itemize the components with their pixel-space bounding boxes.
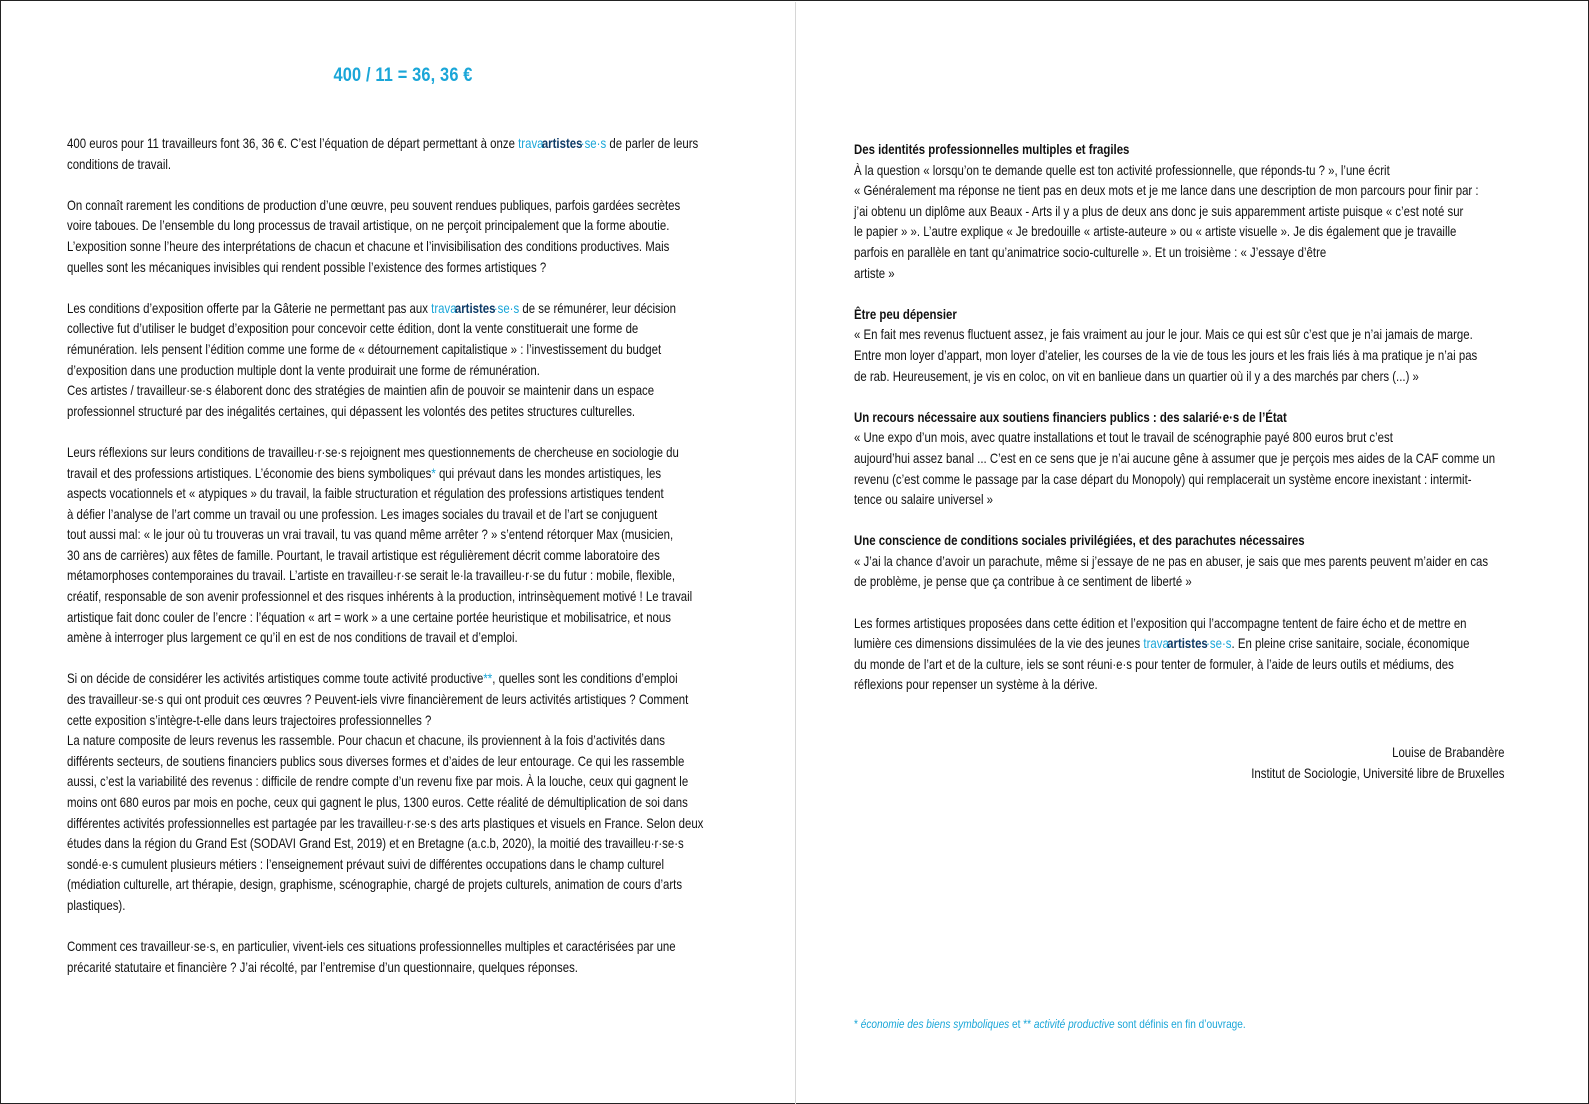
footnote: * économie des biens symboliques et ** activité productive sont définis en fin d’ouvrage. [854,1017,1246,1031]
right-column [854,140,1533,696]
section-heading: Des identités professionnelles multiples et fragiles [854,142,1130,157]
paragraph-production: On connaît rarement les conditions de production d’une œuvre, peu souvent rendues publiques, parfois gardées secrètes voire taboues. De l’ensemble du long processus de travail artistique, on ne perçoit principalement que la forme aboutie. L’exposition sonne l’heure des interprétations de chacun et chacune et l’invisibilisation des conditions productives. Mais quelles sont les mécaniques invisibles qui rendent possible l’existence des formes artistiques ? [67,197,681,275]
author-affiliation: Institut de Sociologie, Université libre de Bruxelles [1250,765,1504,781]
paragraph-comment: Comment ces travailleur·se·s, en particulier, vivent-iels ces situations professionnelles multiples et caractérisées par une précarité statutaire et financière ? J’ai récolté, par l’entremise d’un questionnaire, quelques réponses. [67,939,676,975]
left-page [1,1,795,1104]
author-name: Louise de Brabandère [1391,745,1504,760]
author-signature [1251,743,1504,784]
left-column [67,134,729,978]
footnote-mark: ** [483,671,493,687]
section-soutiens: Un recours nécessaire aux soutiens financiers publics : des salarié·e·s de l’État « Une expo d’un mois, avec quatre installations et tout le travail de scénographie payé 800 euros brut c’est aujourd’hui assez banal ... C’est en ce sens que je n’ai aucune gêne à assumer que je perçois mes aides de la CAF comme un revenu (c’est comme le passage par la case départ du Monopoly) qui remplacerait un système encore inexistant : intermit- tence ou salaire universel » [854,408,1533,511]
section-heading: Un recours nécessaire aux soutiens financiers publics : des salarié·e·s de l’État [854,409,1287,425]
term-travartistes: travaartistes·se·s [431,300,520,316]
section-identites: Des identités professionnelles multiples et fragiles À la question « lorsqu’on te demande quelle est ton activité professionnelle, que réponds-tu ? », l’une écrit « Généralement ma réponse ne tient pas en deux mots et je me lance dans une description de mon parcours pour finir par : j’ai obtenu un diplôme aux Beaux - Arts il y a plus de deux ans donc je suis apparemment artiste puisque « c’est noté sur le papier » ». L’autre explique « Je bredouille « artiste-auteure » ou « artiste visuelle ». Je dis également que je travaille parfois en parallèle en tant qu’animatrice socio-culturelle ». Et un troisième : « J’essaye d’être artiste » [854,140,1533,284]
paragraph-intro: 400 euros pour 11 travailleurs font 36, 36 €. C’est l’équation de départ permettant à onze travaartistes·se·s de parler de leurs conditions de travail. [67,136,699,172]
term-travartistes: travaartistes·se·s [1143,636,1232,652]
term-travartistes: travaartistes·se·s [518,136,607,151]
section-parachutes: Une conscience de conditions sociales privilégiées, et des parachutes nécessaires « J’ai la chance d’avoir un parachute, même si j’essaye de ne pas en abuser, je sais que mes parents peuvent m’aider en cas de problème, je pense que ça contribue à ce sentiment de liberté » [854,531,1533,593]
section-heading: Être peu dépensier [854,306,957,322]
page-gutter [795,2,796,1104]
footnote-mark: * [431,465,436,481]
paragraph-activites: Si on décide de considérer les activités artistiques comme toute activité productive**, quelles sont les conditions d’emploi des travailleur·se·s qui ont produit ces œuvres ? Peuvent-iels vivre financièrement de leurs activités artistiques ? Comment cette exposition s’intègre-t-elle dans leurs trajectoires professionnelles ? La nature composite de leurs revenus les rassemble. Pour chacun et chacune, ils proviennent à la fois d’activités dans différents secteurs, de soutiens financiers publics sous diverses formes et d’aides de leur entourage. Ce qui les rassemble aussi, c’est la variabilité des revenus : difficile de rendre compte d’un revenu fixe par mois. À la louche, ceux qui gagnent le moins ont 680 euros par mois en poche, ceux qui gagnent le plus, 1300 euros. Cette réalité de démultiplication de soi dans différentes activités professionnelles est partagée par les travailleu·r·se·s des arts plastiques et visuels en France. Selon deux études dans la région du Grand Est (SODAVI Grand Est, 2019) et en Bretagne (a.c.b, 2020), la moitié des travailleu·r·se·s sondé·e·s cumulent plusieurs métiers : l’enseignement prévaut suivi de différentes occupations dans le champ culturel (médiation culturelle, art thérapie, design, graphisme, scénographie, chargé de projets culturels, animation de cours d’arts plastiques). [67,671,704,913]
page-title: 400 / 11 = 36, 36 € [333,65,473,86]
paragraph-reflexions: Leurs réflexions sur leurs conditions de travailleu·r·se·s rejoignent mes questionnements de chercheuse en sociologie du travail et des professions artistiques. L’économie des biens symboliques* qui prévaut dans les mondes artistiques, les aspects vocationnels et « atypiques » du travail, la faible structuration et régulation des professions artistiques tendent à défier l’analyse de l’art comme un travail ou une profession. Les images sociales du travail et de l’art se conjuguent tout aussi mal: « le jour où tu trouveras un vrai travail, tu vas quand même arrêter ? » s’entend rétorquer Max (musicien, 30 ans de carrières) aux fêtes de famille. Pourtant, le travail artistique est régulièrement décrit comme laboratoire des métamorphoses contemporaines du travail. L’artiste en travailleu·r·se serait le·la travailleu·r·se du futur : mobile, flexible, créatif, responsable de son avenir professionnel et des risques inhérents à la production, intrinsèquement motivé ! Le travail artistique fait donc couler de l’encre : l’équation « art = work » a une certaine portée heuristique et mobilisatrice, et nous amène à interroger plus largement ce qu’il en est de nos conditions de travail et d’emploi. [67,444,693,646]
section-heading: Une conscience de conditions sociales privilégiées, et des parachutes nécessaires [854,533,1305,549]
paragraph-exposition: Les conditions d’exposition offerte par la Gâterie ne permettant pas aux travaartistes·se·s de se rémunérer, leur décision collective fut d’utiliser le budget d’exposition pour concevoir cette édition, dont la vente constituerait une forme de rémunération. Iels pensent l’édition comme une forme de « détournement capitalistique » : l’investissement du budget d’exposition dans une production multiple dont la vente produirait une forme de rémunération. Ces artistes / travailleur·se·s élaborent donc des stratégies de maintien afin de pouvoir se maintenir dans un espace professionnel structuré par des inégalités certaines, qui dépassent les volontés des petites structures culturelles. [67,300,676,419]
section-depensier: Être peu dépensier « En fait mes revenus fluctuent assez, je fais vraiment au jour le jour. Mais ce qui est sûr c’est que je n’ai jamais de marge. Entre mon loyer d’appart, mon loyer d’atelier, les courses de la vie de tous les jours et les frais liés à ma pratique je n’ai pas de rab. Heureusement, je vis en coloc, on vit en banlieue dans un quartier où il y a des marchés par chers (...) » [854,305,1533,387]
section-conclusion: Les formes artistiques proposées dans cette édition et l’exposition qui l’accompagne tentent de faire écho et de mettre en lumière ces dimensions dissimulées de la vie des jeunes travaartistes·se·s. En pleine crise sanitaire, sociale, économique du monde de l’art et de la culture, iels se sont réuni·e·s pour tenter de formuler, à l’aide de leurs outils et médiums, des réflexions pour repenser un système à la dérive. [854,615,1470,693]
